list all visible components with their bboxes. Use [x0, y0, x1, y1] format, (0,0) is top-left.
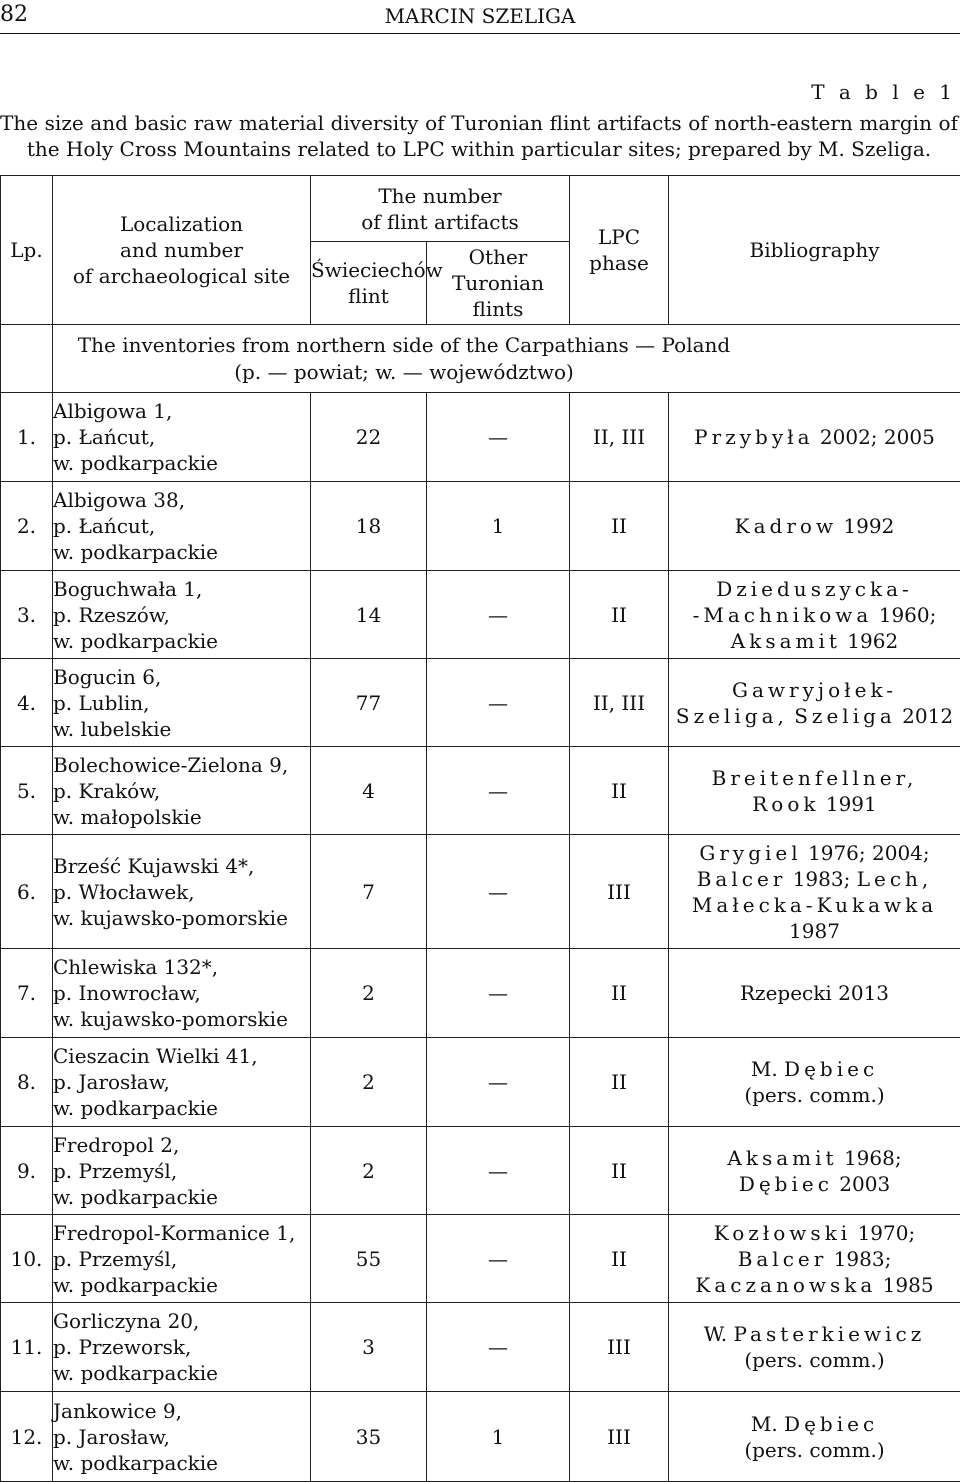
cell-lpc-phase: II — [570, 747, 669, 835]
cell-swieciechow: 2 — [311, 1038, 427, 1127]
table-row — [1, 835, 960, 949]
cell-localization: Chlewiska 132*, p. Inowrocław, w. kujawsko-pomorskie — [53, 949, 311, 1038]
running-title: MARCIN SZELIGA — [384, 4, 576, 28]
table-row — [1, 571, 960, 659]
cell-other-turonian: — — [427, 1127, 570, 1215]
cell-lpc-phase: II — [570, 949, 669, 1038]
header-localization: Localization and number of archaeological site — [53, 176, 311, 325]
cell-bibliography: Rzepecki 2013 — [669, 949, 960, 1038]
header-number-group: The number of flint artifacts — [311, 176, 570, 242]
cell-swieciechow: 7 — [311, 835, 427, 949]
section-title: The inventories from northern side of the Carpathians — Poland (p. — powiat; w. — województwo) — [53, 325, 960, 393]
cell-swieciechow: 2 — [311, 949, 427, 1038]
cell-other-turonian: — — [427, 1303, 570, 1392]
cell-swieciechow: 55 — [311, 1215, 427, 1303]
cell-lpc-phase: II — [570, 1215, 669, 1303]
table-row — [1, 659, 960, 747]
cell-lpc-phase: III — [570, 1303, 669, 1392]
cell-bibliography: Kozłowski 1970; Balcer 1983; Kaczanowska 1985 — [669, 1215, 960, 1303]
page-header — [0, 0, 960, 32]
cell-lp: 6. — [1, 835, 53, 949]
header-bibliography: Bibliography — [669, 176, 960, 325]
cell-swieciechow: 77 — [311, 659, 427, 747]
cell-lpc-phase: II, III — [570, 393, 669, 482]
cell-bibliography: Breitenfellner, Rook 1991 — [669, 747, 960, 835]
cell-bibliography: Dzieduszycka- -Machnikowa 1960; Aksamit 1962 — [669, 571, 960, 659]
cell-bibliography: W. Pasterkiewicz (pers. comm.) — [669, 1303, 960, 1392]
cell-localization: Bolechowice-Zielona 9, p. Kraków, w. małopolskie — [53, 747, 311, 835]
cell-other-turonian: — — [427, 1215, 570, 1303]
cell-swieciechow: 18 — [311, 482, 427, 571]
table-row — [1, 393, 960, 482]
table-row — [1, 1127, 960, 1215]
cell-localization: Jankowice 9, p. Jarosław, w. podkarpackie — [53, 1392, 311, 1482]
cell-lpc-phase: II — [570, 1038, 669, 1127]
cell-localization: Cieszacin Wielki 41, p. Jarosław, w. podkarpackie — [53, 1038, 311, 1127]
table-row — [1, 1215, 960, 1303]
table-row — [1, 1303, 960, 1392]
cell-lpc-phase: III — [570, 1392, 669, 1482]
cell-lp: 3. — [1, 571, 53, 659]
table-row — [1, 747, 960, 835]
cell-bibliography: Przybyła 2002; 2005 — [669, 393, 960, 482]
table-caption: The size and basic raw material diversity of Turonian flint artifacts of north-eastern margin of the Holy Cross Mountains related to LPC within particular sites; prepared by M. Szeliga. — [0, 111, 958, 161]
cell-localization: Fredropol-Kormanice 1, p. Przemyśl, w. podkarpackie — [53, 1215, 311, 1303]
cell-lpc-phase: II, III — [570, 659, 669, 747]
header-other-turonian: Other Turonian flints — [427, 242, 570, 325]
cell-bibliography: Aksamit 1968; Dębiec 2003 — [669, 1127, 960, 1215]
cell-localization: Gorliczyna 20, p. Przeworsk, w. podkarpackie — [53, 1303, 311, 1392]
cell-lp: 10. — [1, 1215, 53, 1303]
cell-lpc-phase: III — [570, 835, 669, 949]
cell-other-turonian: — — [427, 747, 570, 835]
cell-lp: 8. — [1, 1038, 53, 1127]
cell-other-turonian: — — [427, 835, 570, 949]
cell-swieciechow: 14 — [311, 571, 427, 659]
cell-swieciechow: 2 — [311, 1127, 427, 1215]
table-row — [1, 482, 960, 571]
cell-other-turonian: — — [427, 659, 570, 747]
page-number: 82 — [0, 2, 28, 27]
cell-lp: 7. — [1, 949, 53, 1038]
cell-other-turonian: — — [427, 1038, 570, 1127]
cell-swieciechow: 3 — [311, 1303, 427, 1392]
table-row — [1, 949, 960, 1038]
cell-localization: Bogucin 6, p. Lublin, w. lubelskie — [53, 659, 311, 747]
cell-bibliography: M. Dębiec (pers. comm.) — [669, 1038, 960, 1127]
cell-lp: 11. — [1, 1303, 53, 1392]
cell-lp: 1. — [1, 393, 53, 482]
table-row — [1, 1392, 960, 1482]
cell-localization: Boguchwała 1, p. Rzeszów, w. podkarpackie — [53, 571, 311, 659]
cell-other-turonian: — — [427, 571, 570, 659]
cell-lpc-phase: II — [570, 482, 669, 571]
cell-localization: Albigowa 1, p. Łańcut, w. podkarpackie — [53, 393, 311, 482]
table-label: T a b l e 1 — [811, 80, 956, 104]
cell-other-turonian: 1 — [427, 482, 570, 571]
header-lp: Lp. — [1, 176, 53, 325]
cell-bibliography: M. Dębiec (pers. comm.) — [669, 1392, 960, 1482]
flint-artifacts-table — [0, 175, 960, 1482]
cell-lp: 2. — [1, 482, 53, 571]
cell-bibliography: Kadrow 1992 — [669, 482, 960, 571]
header-rule — [0, 33, 960, 34]
header-lpc-phase: LPC phase — [570, 176, 669, 325]
cell-lpc-phase: II — [570, 571, 669, 659]
cell-localization: Fredropol 2, p. Przemyśl, w. podkarpackie — [53, 1127, 311, 1215]
cell-bibliography: Gawryjołek- Szeliga, Szeliga 2012 — [669, 659, 960, 747]
cell-other-turonian: 1 — [427, 1392, 570, 1482]
cell-lp: 4. — [1, 659, 53, 747]
cell-localization: Brześć Kujawski 4*, p. Włocławek, w. kujawsko-pomorskie — [53, 835, 311, 949]
cell-lp: 5. — [1, 747, 53, 835]
cell-lpc-phase: II — [570, 1127, 669, 1215]
table-row — [1, 1038, 960, 1127]
cell-other-turonian: — — [427, 393, 570, 482]
header-swieciechow: Świeciechów flint — [311, 242, 427, 325]
cell-other-turonian: — — [427, 949, 570, 1038]
cell-swieciechow: 22 — [311, 393, 427, 482]
cell-localization: Albigowa 38, p. Łańcut, w. podkarpackie — [53, 482, 311, 571]
cell-swieciechow: 4 — [311, 747, 427, 835]
cell-lp: 9. — [1, 1127, 53, 1215]
cell-bibliography: Grygiel 1976; 2004; Balcer 1983; Lech, Małecka-Kukawka 1987 — [669, 835, 960, 949]
cell-lp: 12. — [1, 1392, 53, 1482]
cell-swieciechow: 35 — [311, 1392, 427, 1482]
